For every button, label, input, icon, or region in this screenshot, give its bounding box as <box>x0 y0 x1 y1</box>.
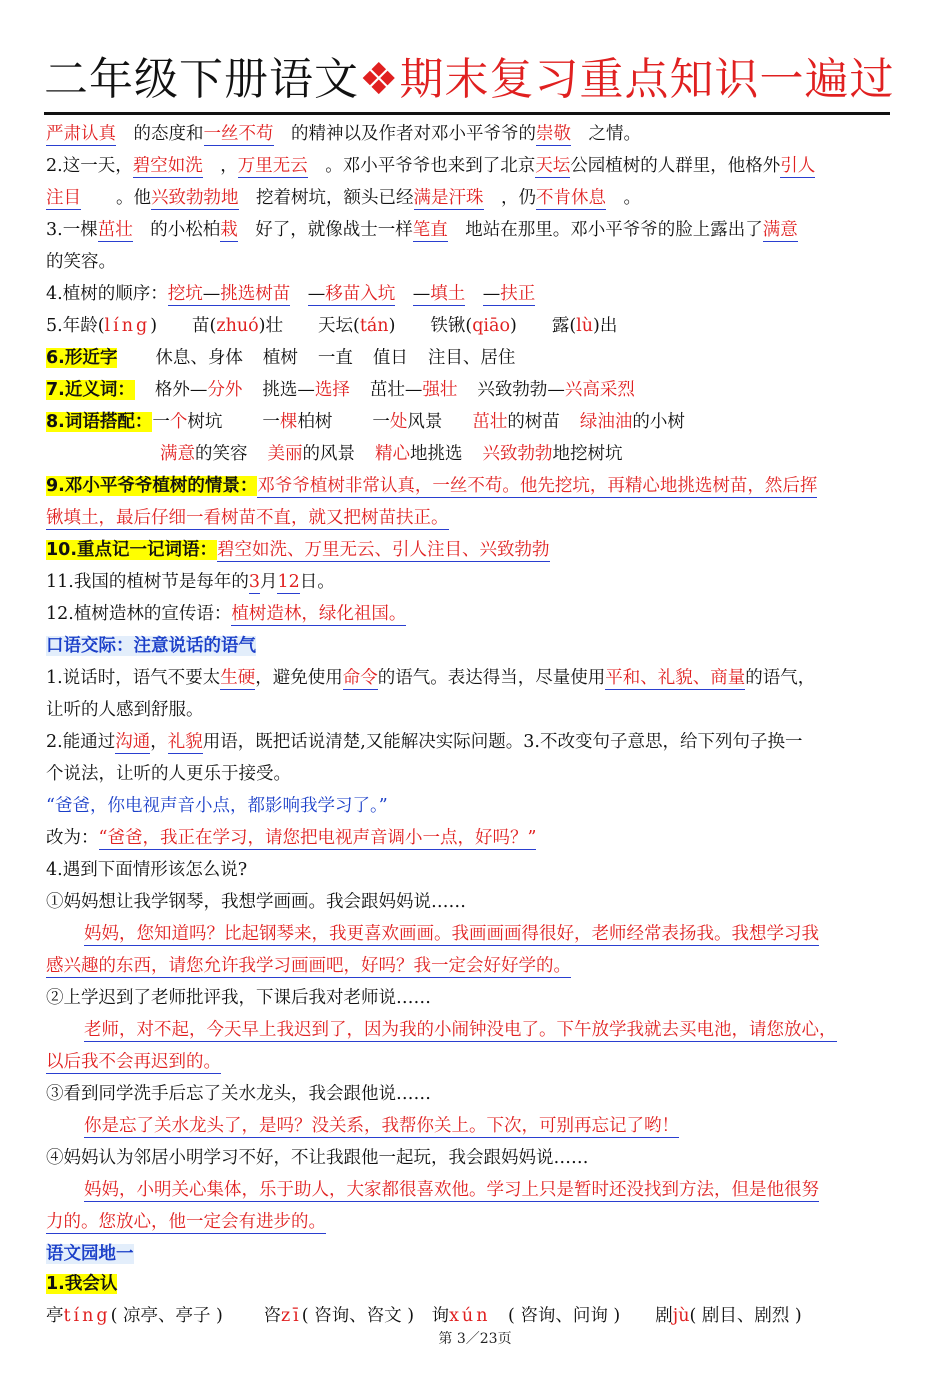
answer: 严肃认真 <box>46 124 116 144</box>
text-line <box>46 376 906 404</box>
answer: 处 <box>389 412 408 432</box>
answer: 沟通 <box>115 732 151 752</box>
section-heading <box>46 632 906 660</box>
text: 的语气。表达得当，尽量使用 <box>377 668 606 688</box>
text: ) 苗( <box>150 316 217 336</box>
pinyin: zhuó <box>216 316 259 336</box>
text: 休息、身体 <box>155 348 243 368</box>
text-line <box>46 664 906 692</box>
section-title: 语文园地一 <box>46 1244 134 1264</box>
section-label: 8.词语搭配： <box>46 412 153 432</box>
answer: 命令 <box>342 668 378 688</box>
answer: 崇敬 <box>536 124 571 144</box>
answer: 不肯休息 <box>536 188 606 208</box>
answer: 选择 <box>314 380 350 400</box>
text: 。邓小平爷爷也来到了北京 <box>325 156 536 176</box>
text: 挑选— <box>262 380 315 400</box>
text-line <box>46 568 906 596</box>
text: 亭 <box>46 1306 64 1326</box>
text: ， <box>220 156 238 176</box>
text: 一 <box>262 412 280 432</box>
text: ) 铁锹( <box>388 316 473 336</box>
section-label: 6.形近字 <box>46 348 118 368</box>
text: — <box>412 284 431 304</box>
section-title: 口语交际：注意说话的语气 <box>46 636 256 656</box>
text-line <box>46 1270 906 1298</box>
text-line <box>46 728 906 756</box>
text: ( 咨询、问询 ) 剧 <box>490 1306 673 1326</box>
answer: 礼貌 <box>167 732 203 752</box>
text: 一直 <box>317 348 353 368</box>
answer: 兴高采烈 <box>564 380 635 400</box>
text: 值日 <box>372 348 408 368</box>
text-line <box>46 1208 906 1236</box>
answer: 以后我不会再迟到的。 <box>46 1052 221 1072</box>
text: ( 凉亭、亭子 ) 咨 <box>110 1306 281 1326</box>
text: 的笑容。 <box>46 252 116 272</box>
answer: 棵 <box>279 412 298 432</box>
answer: 栽 <box>220 220 238 240</box>
answer: 茁壮 <box>97 220 133 240</box>
quote: “爸爸，你电视声音小点，都影响我学习了。” <box>46 796 388 816</box>
answer: 老师，对不起，今天早上我迟到了，因为我的小闹钟没电了。下午放学我就去买电池，请您放心， <box>84 1020 837 1040</box>
answer: 茁壮 <box>472 412 508 432</box>
text: ( 咨询、咨文 ) 询 <box>301 1306 450 1326</box>
text-line <box>84 1112 944 1140</box>
text: 植树 <box>262 348 298 368</box>
answer: 感兴趣的东西，请您允许我学习画画吧，好吗？我一定会好好学的。 <box>46 956 571 976</box>
pinyin: tíng <box>63 1306 111 1326</box>
text: 12.植树造林的宣传语： <box>46 604 232 624</box>
answer: 笔直 <box>412 220 448 240</box>
text: 一 <box>152 412 170 432</box>
text: 风景 <box>407 412 443 432</box>
text-line <box>84 920 944 948</box>
answer: 绿油油 <box>579 412 633 432</box>
answer: 力的。您放心，他一定会有进步的。 <box>46 1212 326 1232</box>
answer: 强壮 <box>422 380 458 400</box>
text-line <box>46 472 906 500</box>
section-heading <box>46 1240 906 1268</box>
text-line <box>160 440 950 468</box>
title-black-part: 二年级下册语文 <box>44 54 359 105</box>
text: ， <box>150 732 168 752</box>
text: 改为： <box>46 828 99 848</box>
text-line <box>46 344 906 372</box>
text: 好了，就像战士一样 <box>255 220 413 240</box>
text-line <box>46 600 906 628</box>
text: ④妈妈认为邻居小明学习不好，不让我跟他一起玩，我会跟妈妈说…… <box>46 1148 589 1168</box>
text-line <box>84 1016 944 1044</box>
answer: 满意 <box>160 444 195 464</box>
text: ) 露( <box>510 316 577 336</box>
answer: 3 <box>248 572 260 592</box>
text: 之情。 <box>588 124 641 144</box>
text: 茁壮— <box>369 380 423 400</box>
text: 一 <box>372 412 390 432</box>
text: ，避免使用 <box>255 668 343 688</box>
text-line <box>46 1302 906 1330</box>
text: 挖着树坑，额头已经 <box>256 188 414 208</box>
answer: 兴致勃勃 <box>482 444 553 464</box>
answer: 锹填土，最后仔细一看树苗不直，就又把树苗扶正。 <box>46 508 449 528</box>
text-line <box>46 184 906 212</box>
answer: 平和、礼貌、商量 <box>605 668 746 688</box>
text: 日。 <box>299 572 335 592</box>
pinyin: jù <box>672 1306 690 1326</box>
text: — <box>482 284 501 304</box>
text-line <box>84 1176 944 1204</box>
answer: 碧空如洗、万里无云、引人注目、兴致勃勃 <box>217 540 550 560</box>
section-label: 7.近义词： <box>46 380 135 400</box>
text: 5.年龄( <box>46 316 105 336</box>
text: 的小树 <box>632 412 685 432</box>
text-line <box>46 312 906 340</box>
answer: 天坛 <box>535 156 571 176</box>
text: 1.说话时，语气不要太 <box>46 668 221 688</box>
diamond-icon: ❖ <box>359 54 400 105</box>
text-line <box>46 1048 906 1076</box>
answer: 你是忘了关水龙头了，是吗？没关系，我帮你关上。下次，可别再忘记了哟！ <box>84 1116 679 1136</box>
section-label: 1.我会认 <box>46 1274 118 1294</box>
text-line <box>46 856 906 884</box>
text: 让听的人感到舒服。 <box>46 700 204 720</box>
text: 用语，既把话说清楚,又能解决实际问题。3.不改变句子意思，给下列句子换一 <box>202 732 803 752</box>
text-line <box>46 536 906 564</box>
text-line <box>46 792 906 820</box>
answer: 分外 <box>207 380 243 400</box>
text: 的精神以及作者对邓小平爷爷的 <box>291 124 536 144</box>
answer: 扶正 <box>500 284 536 304</box>
text: 个说法，让听的人更乐于接受。 <box>46 764 291 784</box>
text: 格外— <box>154 380 208 400</box>
text-line <box>46 952 906 980</box>
answer: 个 <box>169 412 188 432</box>
pinyin: qiāo <box>472 316 511 336</box>
answer: 美丽 <box>267 444 303 464</box>
text: 11.我国的植树节是每年的 <box>46 572 249 592</box>
text-line <box>46 280 906 308</box>
answer: 一丝不苟 <box>203 124 274 144</box>
text: )出 <box>593 316 618 336</box>
text: 4.遇到下面情形该怎么说? <box>46 860 248 880</box>
text: 地挖树坑 <box>552 444 623 464</box>
answer: 妈妈，您知道吗？比起钢琴来，我更喜欢画画。我画画画得很好，老师经常表扬我。我想学习我 <box>84 924 819 944</box>
pinyin: lù <box>576 316 594 336</box>
answer: 植树造林，绿化祖国。 <box>231 604 407 624</box>
text: 2.能通过 <box>46 732 116 752</box>
text-line <box>46 248 906 276</box>
answer: 邓爷爷植树非常认真，一丝不苟。他先挖坑，再精心地挑选树苗，然后挥 <box>257 476 818 496</box>
pinyin: zī <box>280 1306 302 1326</box>
text: 4.植树的顺序： <box>46 284 168 304</box>
text: 。 <box>623 188 641 208</box>
text: 的风景 <box>302 444 355 464</box>
text-line <box>46 888 906 916</box>
text: 地站在那里。邓小平爷爷的脸上露出了 <box>465 220 763 240</box>
text: 的语气， <box>745 668 816 688</box>
answer: 精心 <box>375 444 410 464</box>
text: 3.一棵 <box>46 220 98 240</box>
text-line <box>46 824 906 852</box>
answer: 12 <box>277 572 300 592</box>
text-line <box>46 1144 906 1172</box>
text: 2.这一天， <box>46 156 133 176</box>
text: — <box>307 284 326 304</box>
text: 柏树 <box>297 412 333 432</box>
title-underline <box>44 112 890 115</box>
text-line <box>46 984 906 1012</box>
answer: 满意 <box>762 220 798 240</box>
text: ，仍 <box>501 188 536 208</box>
answer: 挑选树苗 <box>220 284 291 304</box>
text: 树坑 <box>187 412 223 432</box>
pinyin: tán <box>359 316 389 336</box>
answer: 注目 <box>46 188 81 208</box>
answer: 兴致勃勃地 <box>151 188 239 208</box>
text-line <box>46 408 906 436</box>
text: )壮 天坛( <box>258 316 360 336</box>
page-number: 第 3／23页 <box>438 1331 512 1347</box>
text: 注目、居住 <box>427 348 516 368</box>
text: — <box>202 284 221 304</box>
title-red-part: 期末复习重点知识一遍过 <box>399 54 895 105</box>
text-line <box>46 120 906 148</box>
text: 地挑选 <box>410 444 463 464</box>
text: ②上学迟到了老师批评我，下课后我对老师说…… <box>46 988 431 1008</box>
text-line <box>46 1080 906 1108</box>
text: 公园植树的人群里，他格外 <box>570 156 781 176</box>
section-label: 9.邓小平爷爷植树的情景： <box>46 476 258 496</box>
answer: 移苗入坑 <box>325 284 396 304</box>
answer: “爸爸，我正在学习，请您把电视声音调小一点，好吗？” <box>98 828 537 848</box>
text: ③看到同学洗手后忘了关水龙头，我会跟他说…… <box>46 1084 431 1104</box>
text: ( 剧目、剧烈 ) <box>689 1306 802 1326</box>
answer: 填土 <box>430 284 466 304</box>
text: 的态度和 <box>133 124 204 144</box>
text: 。他 <box>116 188 151 208</box>
answer: 碧空如洗 <box>132 156 203 176</box>
section-label: 10.重点记一记词语： <box>46 540 218 560</box>
answer: 妈妈，小明关心集体，乐于助人，大家都很喜欢他。学习上只是暂时还没找到方法，但是他很努 <box>84 1180 819 1200</box>
answer: 挖坑 <box>167 284 203 304</box>
pinyin: xún <box>449 1306 491 1326</box>
text: 的树苗 <box>507 412 560 432</box>
answer: 引人 <box>780 156 816 176</box>
answer: 满是汗珠 <box>413 188 484 208</box>
text: 的小松柏 <box>150 220 221 240</box>
text-line <box>46 504 906 532</box>
text: ①妈妈想让我学钢琴，我想学画画。我会跟妈妈说…… <box>46 892 466 912</box>
text: 月 <box>259 572 278 592</box>
answer: 生硬 <box>220 668 256 688</box>
text: 兴致勃勃— <box>477 380 565 400</box>
text-line <box>46 152 906 180</box>
text: 的笑容 <box>195 444 248 464</box>
text-line <box>46 216 906 244</box>
pinyin: líng <box>104 316 151 336</box>
answer: 万里无云 <box>237 156 308 176</box>
text-line <box>46 760 906 788</box>
text-line <box>46 696 906 724</box>
page-title <box>44 52 895 108</box>
